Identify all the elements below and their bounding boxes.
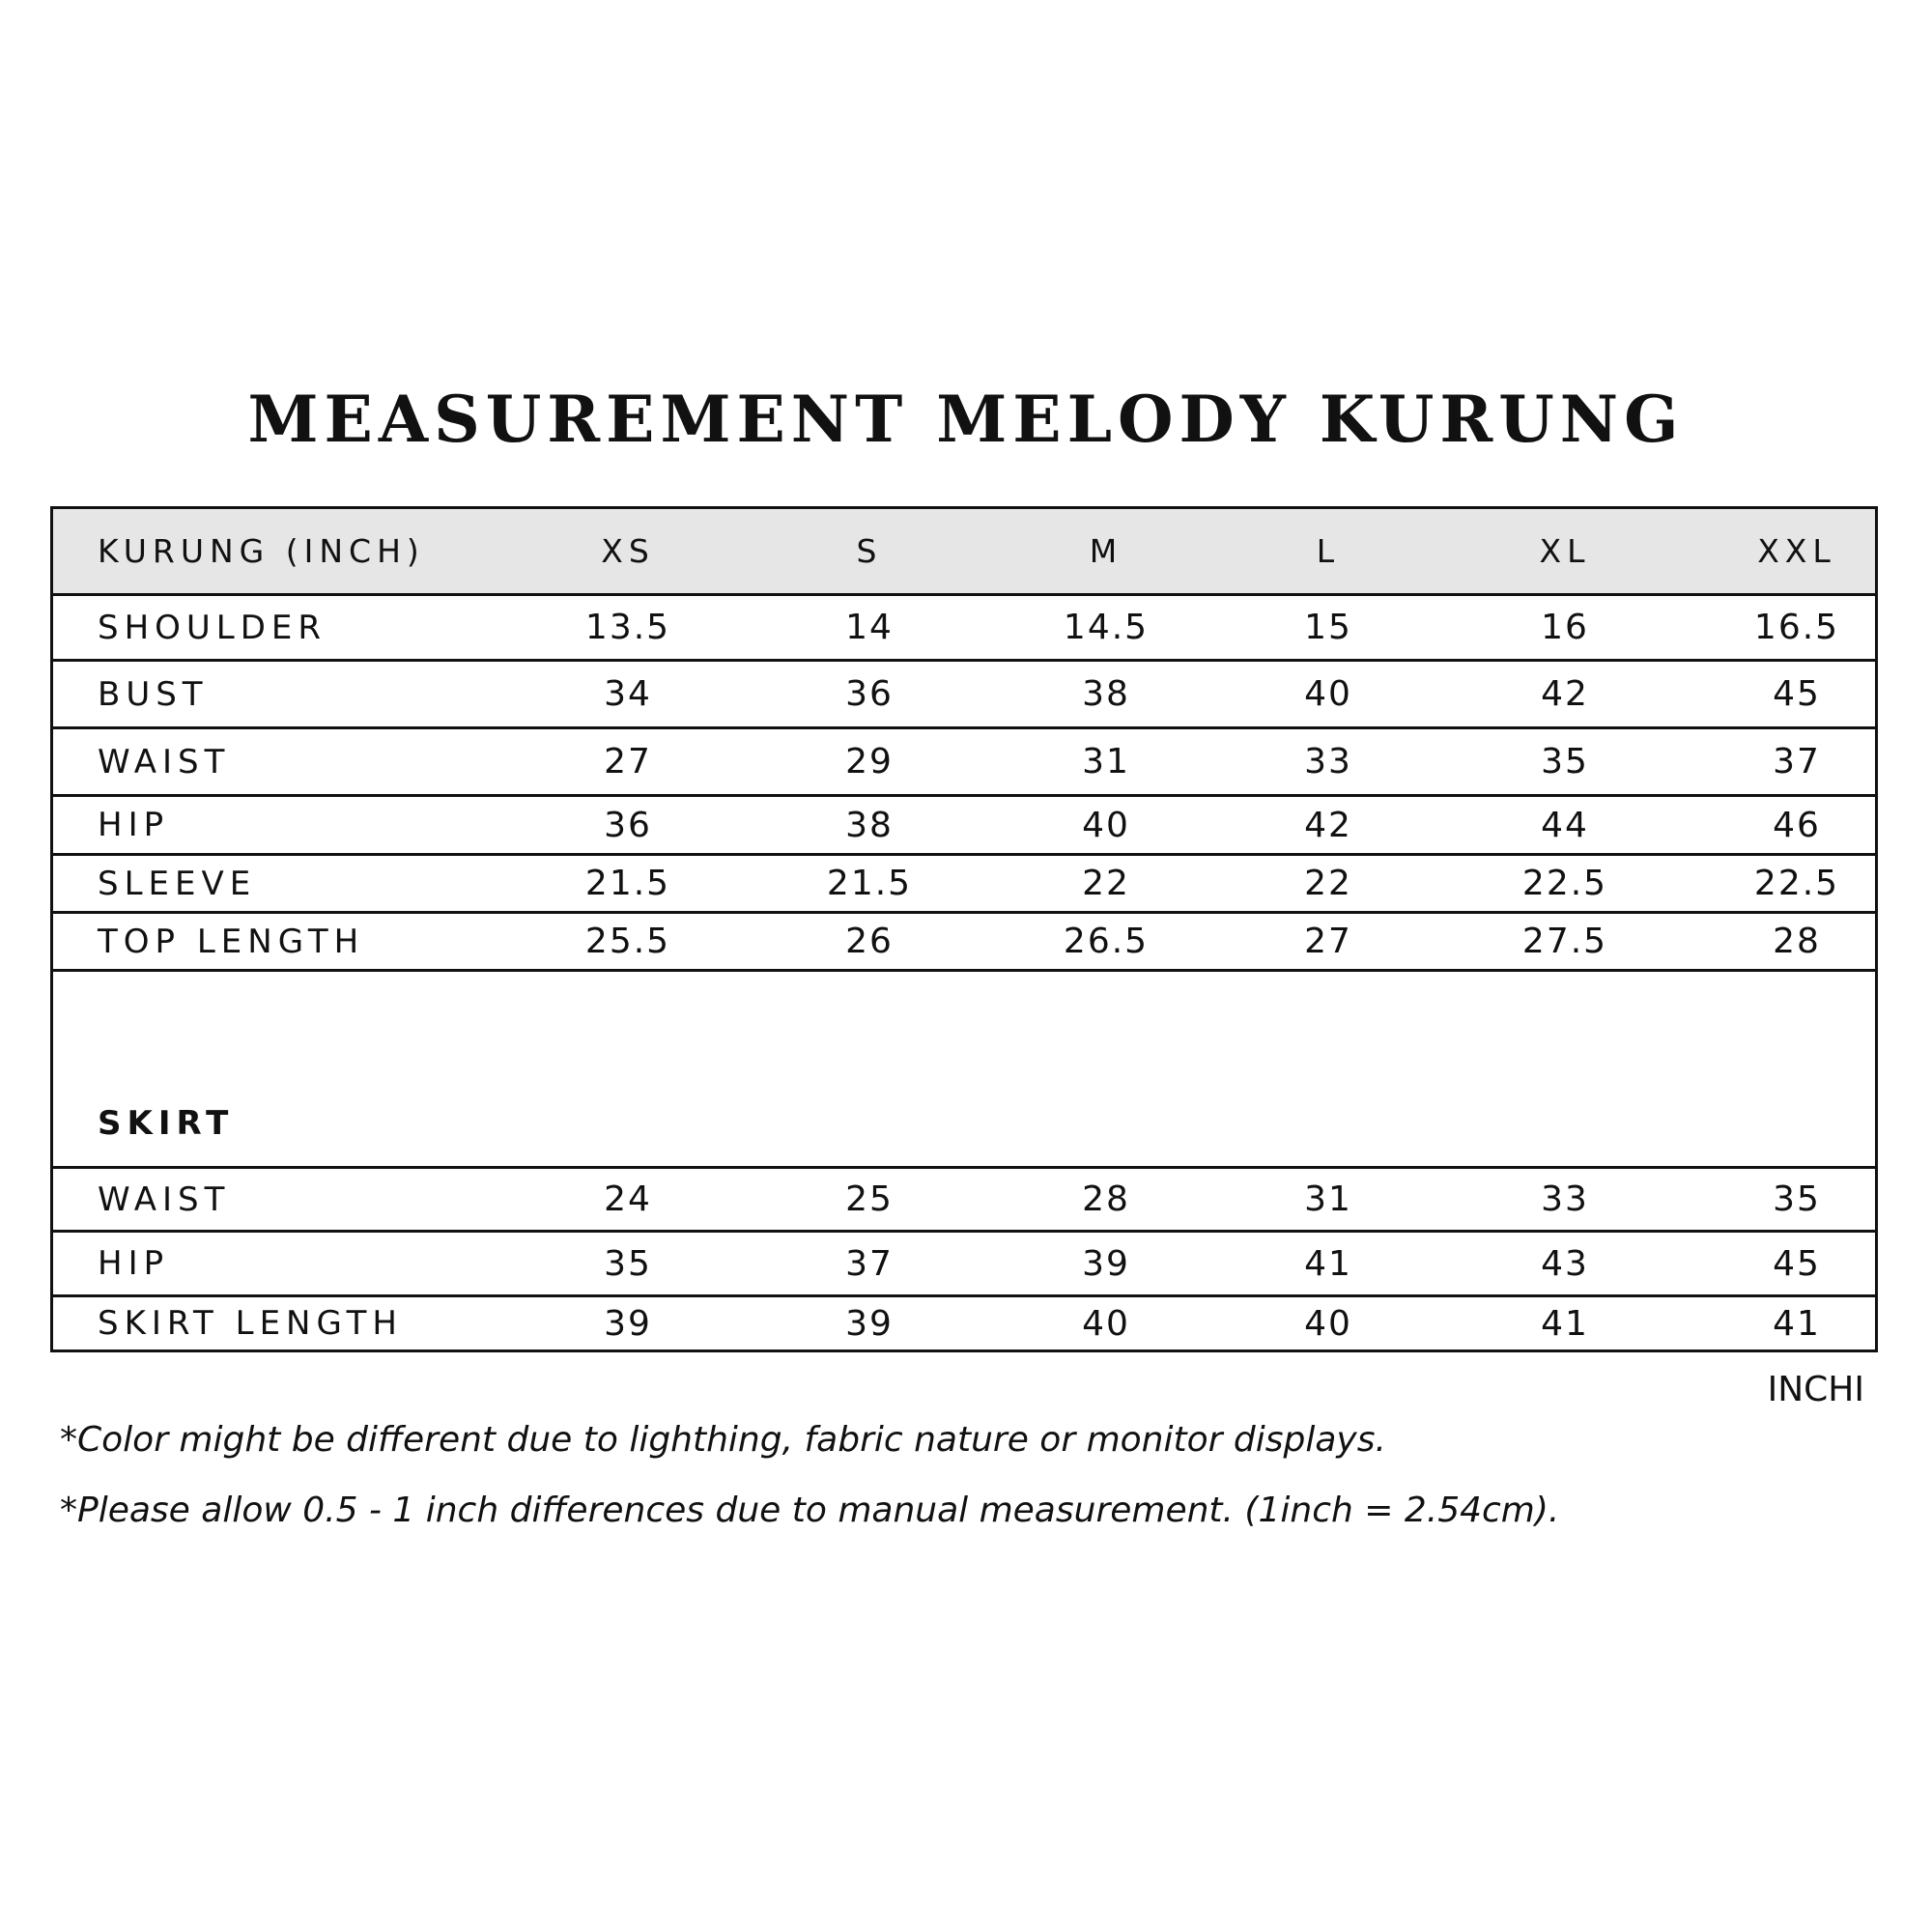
table-row xyxy=(53,1297,1875,1350)
table-cell: 14 xyxy=(845,608,894,647)
table-cell: 44 xyxy=(1541,805,1589,845)
row-label: WAIST xyxy=(98,1179,231,1219)
table-cell: 40 xyxy=(1082,805,1130,845)
row-label: BUST xyxy=(98,674,209,714)
page-title: MEASUREMENT MELODY KURUNG xyxy=(247,382,1685,457)
skirt-section-label: SKIRT xyxy=(98,1104,235,1143)
table-cell: 43 xyxy=(1541,1243,1589,1284)
header-size-xxl: XXL xyxy=(1757,532,1836,570)
table-cell: 38 xyxy=(845,805,894,845)
table-row xyxy=(53,662,1875,729)
table-cell: 39 xyxy=(1082,1243,1130,1284)
row-label: HIP xyxy=(98,1244,170,1283)
skirt-section-row xyxy=(53,972,1875,1169)
table-cell: 35 xyxy=(1773,1179,1821,1219)
size-chart-table xyxy=(50,506,1878,1352)
table-cell: 37 xyxy=(1773,742,1821,781)
header-size-l: L xyxy=(1316,532,1341,570)
table-cell: 35 xyxy=(1541,742,1589,781)
table-cell: 41 xyxy=(1541,1303,1589,1344)
table-cell: 22 xyxy=(1304,864,1352,903)
table-cell: 26 xyxy=(845,922,894,961)
table-cell: 37 xyxy=(845,1243,894,1284)
table-cell: 41 xyxy=(1773,1303,1821,1344)
table-cell: 39 xyxy=(604,1303,652,1344)
table-cell: 25.5 xyxy=(584,922,671,961)
table-cell: 40 xyxy=(1304,674,1352,714)
table-cell: 34 xyxy=(604,674,652,714)
header-label: KURUNG (INCH) xyxy=(98,532,425,570)
table-cell: 22.5 xyxy=(1521,864,1608,903)
row-label: SHOULDER xyxy=(98,608,327,647)
row-label: SLEEVE xyxy=(98,864,257,903)
color-disclaimer-note: *Color might be different due to lighthing, fabric nature or monitor displays. xyxy=(60,1420,1386,1460)
table-cell: 24 xyxy=(604,1179,652,1219)
row-label: WAIST xyxy=(98,742,231,781)
table-cell: 27 xyxy=(1304,922,1352,961)
table-row xyxy=(53,914,1875,972)
table-cell: 31 xyxy=(1304,1179,1352,1219)
table-cell: 14.5 xyxy=(1063,608,1150,647)
table-cell: 40 xyxy=(1082,1303,1130,1344)
header-size-xs: XS xyxy=(601,532,655,570)
row-label: SKIRT LENGTH xyxy=(98,1304,403,1343)
table-cell: 33 xyxy=(1304,742,1352,781)
table-cell: 27.5 xyxy=(1521,922,1608,961)
unit-label: INCHI xyxy=(1767,1370,1864,1409)
table-cell: 16 xyxy=(1541,608,1589,647)
table-cell: 42 xyxy=(1304,805,1352,845)
table-cell: 29 xyxy=(845,742,894,781)
table-cell: 39 xyxy=(845,1303,894,1344)
table-cell: 26.5 xyxy=(1063,922,1150,961)
header-size-xl: XL xyxy=(1539,532,1591,570)
table-cell: 15 xyxy=(1304,608,1352,647)
table-cell: 28 xyxy=(1773,922,1821,961)
table-cell: 28 xyxy=(1082,1179,1130,1219)
table-cell: 40 xyxy=(1304,1303,1352,1344)
table-cell: 38 xyxy=(1082,674,1130,714)
table-cell: 25 xyxy=(845,1179,894,1219)
table-cell: 16.5 xyxy=(1753,608,1840,647)
table-cell: 13.5 xyxy=(584,608,671,647)
table-cell: 27 xyxy=(604,742,652,781)
table-cell: 22 xyxy=(1082,864,1130,903)
header-size-m: M xyxy=(1089,532,1123,570)
table-cell: 31 xyxy=(1082,742,1130,781)
table-row xyxy=(53,1233,1875,1297)
table-cell: 21.5 xyxy=(826,864,913,903)
row-label: HIP xyxy=(98,806,170,844)
table-cell: 35 xyxy=(604,1243,652,1284)
row-label: TOP LENGTH xyxy=(98,922,365,961)
table-header-row xyxy=(53,509,1875,596)
table-row xyxy=(53,729,1875,797)
table-cell: 36 xyxy=(845,674,894,714)
table-cell: 21.5 xyxy=(584,864,671,903)
table-cell: 45 xyxy=(1773,674,1821,714)
table-cell: 41 xyxy=(1304,1243,1352,1284)
table-cell: 46 xyxy=(1773,805,1821,845)
table-row xyxy=(53,797,1875,856)
table-row xyxy=(53,1169,1875,1233)
table-row xyxy=(53,596,1875,662)
table-cell: 22.5 xyxy=(1753,864,1840,903)
table-cell: 42 xyxy=(1541,674,1589,714)
measurement-disclaimer-note: *Please allow 0.5 - 1 inch differences due to manual measurement. (1inch = 2.54cm). xyxy=(60,1491,1560,1530)
header-size-s: S xyxy=(856,532,883,570)
table-row xyxy=(53,856,1875,914)
table-cell: 36 xyxy=(604,805,652,845)
table-cell: 33 xyxy=(1541,1179,1589,1219)
table-cell: 45 xyxy=(1773,1243,1821,1284)
